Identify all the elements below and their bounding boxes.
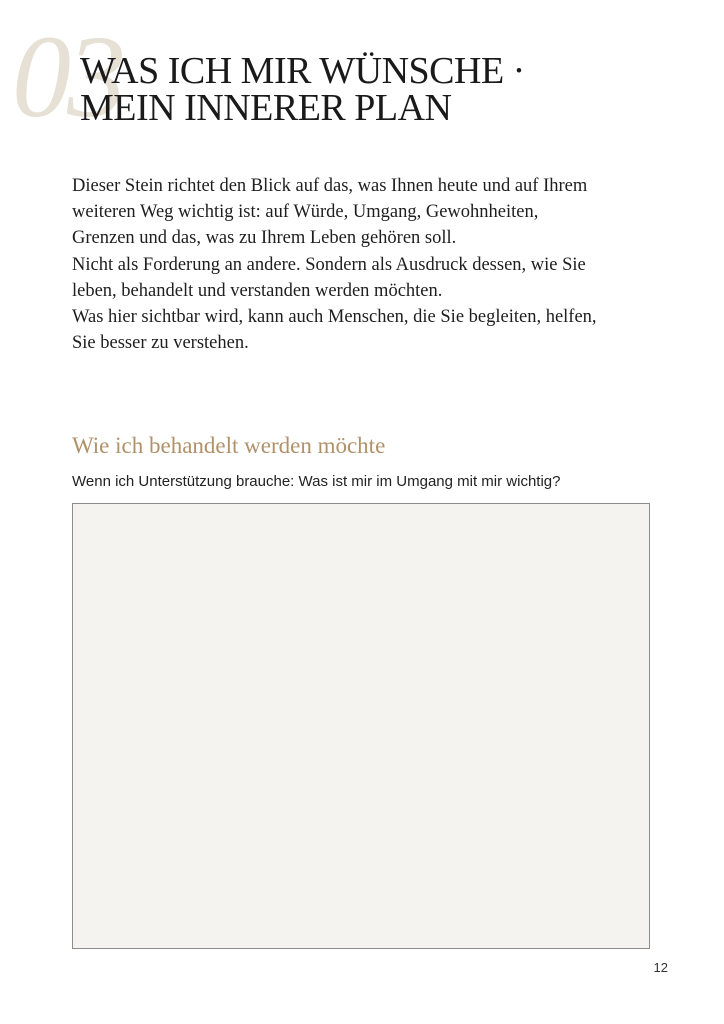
intro-line: Sie besser zu verstehen. [72,333,249,354]
page-title-line-2: MEIN INNERER PLAN [80,87,452,129]
page-title [80,50,525,129]
chapter-number: 03 [12,11,122,142]
intro-line: leben, behandelt und verstanden werden möchten. [72,280,443,301]
intro-line: Grenzen und das, was zu Ihrem Leben gehören soll. [72,228,457,249]
answer-writing-area[interactable] [72,503,650,949]
page-number: 12 [653,960,668,975]
page-title-line-1: WAS ICH MIR WÜNSCHE · [80,50,525,92]
question-prompt: Wenn ich Unterstützung brauche: Was ist mir im Umgang mit mir wichtig? [72,473,561,490]
intro-line: weiteren Weg wichtig ist: auf Würde, Umgang, Gewohnheiten, [72,202,539,223]
intro-line: Dieser Stein richtet den Blick auf das, was Ihnen heute und auf Ihrem [72,176,588,196]
intro-line: Was hier sichtbar wird, kann auch Menschen, die Sie begleiten, helfen, [72,307,597,328]
section-heading: Wie ich behandelt werden möchte [72,433,386,458]
intro-line: Nicht als Forderung an andere. Sondern als Ausdruck dessen, wie Sie [72,254,586,275]
intro-paragraph [72,173,672,356]
